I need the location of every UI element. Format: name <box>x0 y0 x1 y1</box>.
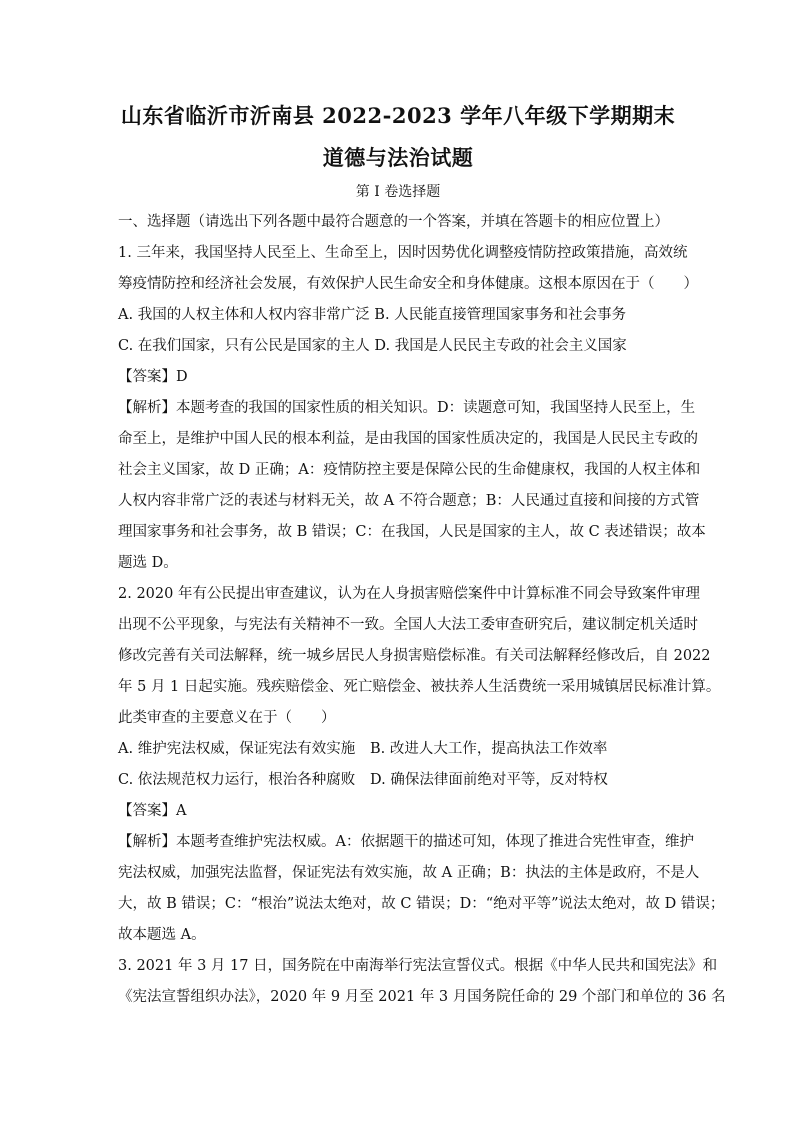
option-c: C. 依法规范权力运行，根治各种腐败 <box>118 772 356 788</box>
question-options-row <box>118 765 678 796</box>
analysis-line: 宪法权威，加强宪法监督，保证宪法有效实施，故 A 正确；B：执法的主体是政府，不是人 <box>118 865 700 881</box>
analysis-line: 命至上，是维护中国人民的根本利益，是由我国的国家性质决定的，我国是人民民主专政的 <box>118 431 698 447</box>
answer-label: 【答案】D <box>118 369 188 385</box>
option-d: D. 确保法律面前绝对平等，反对特权 <box>370 772 608 788</box>
analysis-line: 【解析】本题考查的我国的国家性质的相关知识。D：读题意可知，我国坚持人民至上，生 <box>118 400 696 416</box>
question-2 <box>118 579 725 951</box>
analysis-line: 故本题选 A。 <box>118 927 206 943</box>
question-1 <box>118 238 706 579</box>
analysis-line: 【解析】本题考查维护宪法权威。A：依据题干的描述可知，体现了推进合宪性审查，维护 <box>118 834 694 850</box>
question-option-line: C. 在我们国家，只有公民是国家的主人 D. 我国是人民民主专政的社会主义国家 <box>118 338 627 354</box>
question-stem-line: 3. 2021 年 3 月 17 日，国务院在中南海举行宪法宣誓仪式。根据《中华人民共和国宪法》和 <box>118 958 718 974</box>
question-options-row <box>118 734 678 765</box>
analysis-line: 社会主义国家，故 D 正确；A：疫情防控主要是保障公民的生命健康权，我国的人权主体和 <box>118 462 701 478</box>
analysis-line: 题选 D。 <box>118 555 178 571</box>
analysis-line: 人权内容非常广泛的表述与材料无关，故 A 不符合题意；B：人民通过直接和间接的方式管 <box>118 493 700 509</box>
question-stem-line: 年 5 月 1 日起实施。残疾赔偿金、死亡赔偿金、被扶养人生活费统一采用城镇居民标准计算。 <box>118 679 721 695</box>
question-stem-line: 1. 三年来，我国坚持人民至上、生命至上，因时因势优化调整疫情防控政策措施，高效统 <box>118 245 688 261</box>
question-option-line: A. 我国的人权主体和人权内容非常广泛 B. 人民能直接管理国家事务和社会事务 <box>118 307 627 323</box>
question-stem-line: 2. 2020 年有公民提出审查建议，认为在人身损害赔偿案件中计算标准不同会导致案件审理 <box>118 586 700 602</box>
question-stem-line: 此类审查的主要意义在于（ ） <box>118 710 336 726</box>
option-a: A. 维护宪法权威，保证宪法有效实施 <box>118 741 356 757</box>
section-heading: 第 I 卷选择题 <box>355 184 441 200</box>
document-title-line-1: 山东省临沂市沂南县 2022-2023 学年八年级下学期期末 <box>120 103 676 128</box>
part-heading: 一、选择题（请选出下列各题中最符合题意的一个答案，并填在答题卡的相应位置上） <box>118 214 669 230</box>
document-title-line-2: 道德与法治试题 <box>322 145 474 170</box>
question-stem-line: 出现不公平现象，与宪法有关精神不一致。全国人大法工委审查研究后，建议制定机关适时 <box>118 617 698 633</box>
question-3 <box>118 951 726 1013</box>
option-b: B. 改进人大工作，提高执法工作效率 <box>370 741 608 757</box>
answer-label: 【答案】A <box>118 803 187 819</box>
analysis-line: 理国家事务和社会事务，故 B 错误；C：在我国，人民是国家的主人，故 C 表述错误；故本 <box>118 524 706 540</box>
analysis-line: 大，故 B 错误；C：“根治”说法太绝对，故 C 错误；D：“绝对平等”说法太绝对，故 D 错误； <box>118 896 725 912</box>
question-stem-line: 《宪法宣誓组织办法》，2020 年 9 月至 2021 年 3 月国务院任命的 29 个部门和单位的 36 名 <box>118 989 726 1005</box>
question-stem-line: 筹疫情防控和经济社会发展，有效保护人民生命安全和身体健康。这根本原因在于（ ） <box>118 276 698 292</box>
question-stem-line: 修改完善有关司法解释，统一城乡居民人身损害赔偿标准。有关司法解释经修改后，自 2022 <box>118 648 711 664</box>
